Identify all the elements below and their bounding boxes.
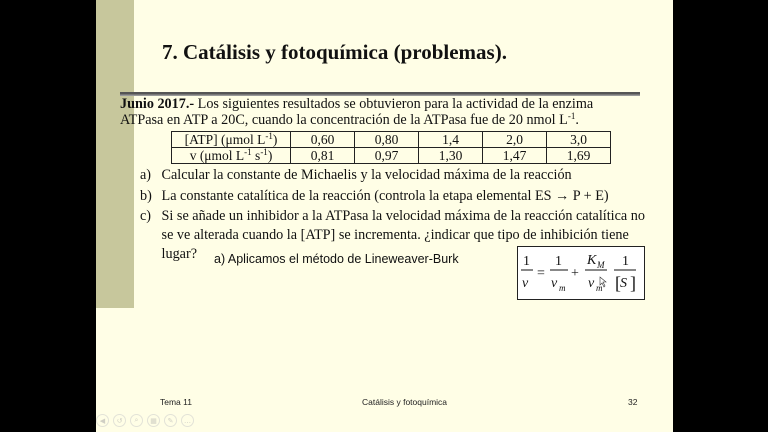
table-cell: 1,69 [547, 148, 611, 164]
lineweaver-burk-note: a) Aplicamos el método de Lineweaver-Burk [214, 252, 459, 266]
slide [96, 0, 673, 432]
table-cell: 2,0 [483, 132, 547, 148]
question-a: a) Calcular la constante de Michaelis y la velocidad máxima de la reacción [140, 167, 572, 183]
question-b: b) La constante catalítica de la reacción (controla la etapa elemental ES → P + E) [140, 188, 609, 204]
svg-text:M: M [597, 260, 605, 270]
table-cell: 0,97 [355, 148, 419, 164]
prev-icon[interactable]: ◀ [96, 414, 109, 427]
problem-line1: Los siguientes resultados se obtuvieron para la actividad de la enzima [194, 96, 594, 112]
table-cell: 0,80 [355, 132, 419, 148]
svg-text:]: ] [630, 273, 636, 293]
problem-line2: ATPasa en ATP a 20C, cuando la concentración de la ATPasa fue de 20 nmol L [120, 112, 568, 128]
slides-icon[interactable]: ▦ [147, 414, 160, 427]
search-icon[interactable]: ⌕ [130, 414, 143, 427]
svg-text:K: K [587, 253, 597, 268]
table-cell: 3,0 [547, 132, 611, 148]
problem-statement: Junio 2017.- Los siguientes resultados se obtuvieron para la actividad de la enzima ATPasa en ATP a 20C, cuando la concentración de la ATPasa fue de 20 nmol $L^{-1}$. [120, 96, 594, 128]
presentation-controls [96, 414, 194, 427]
svg-text:1: 1 [622, 254, 629, 269]
formula-graphic [518, 247, 644, 299]
table-row [172, 132, 611, 148]
table-row-label: v (μmol $L^{-1}$ $s^{-1}$) [172, 148, 291, 164]
footer-title: Catálisis y fotoquímica [362, 397, 448, 407]
svg-text:S: S [620, 276, 627, 291]
problem-heading: Junio 2017.- [120, 96, 195, 112]
svg-text:1: 1 [555, 254, 562, 269]
pen-icon[interactable]: ✎ [164, 414, 177, 427]
question-c: c) Si se añade un inhibidor a la ATPasa la velocidad máxima de la reacción catalítica no se ve alterada cuando la [ATP] se incrementa. ¿indicar que tipo de inhibición tiene lugar? [140, 208, 645, 262]
left-accent-bar [96, 0, 134, 308]
page-number: 32 [628, 397, 638, 407]
svg-text:m: m [596, 283, 603, 293]
table-cell: 1,47 [483, 148, 547, 164]
table-cell: 0,60 [291, 132, 355, 148]
more-icon[interactable]: … [181, 414, 194, 427]
svg-text:m: m [559, 283, 566, 293]
table-cell: 1,4 [419, 132, 483, 148]
svg-text:v: v [551, 276, 558, 291]
svg-text:v: v [522, 276, 529, 291]
table-cell: 0,81 [291, 148, 355, 164]
svg-text:+: + [571, 266, 579, 281]
svg-text:[: [ [615, 273, 621, 293]
table-row-label: [ATP] (μmol $L^{-1}$) [172, 132, 291, 148]
slide-title: 7. Catálisis y fotoquímica (problemas). [162, 40, 507, 64]
footer-topic: Tema 11 [160, 397, 192, 407]
data-table [171, 131, 611, 164]
svg-text:v: v [588, 276, 595, 291]
svg-text:=: = [537, 266, 545, 281]
back-icon[interactable]: ↺ [113, 414, 126, 427]
table-row [172, 148, 611, 164]
lineweaver-burk-formula [517, 246, 645, 300]
svg-text:1: 1 [523, 254, 530, 269]
table-cell: 1,30 [419, 148, 483, 164]
